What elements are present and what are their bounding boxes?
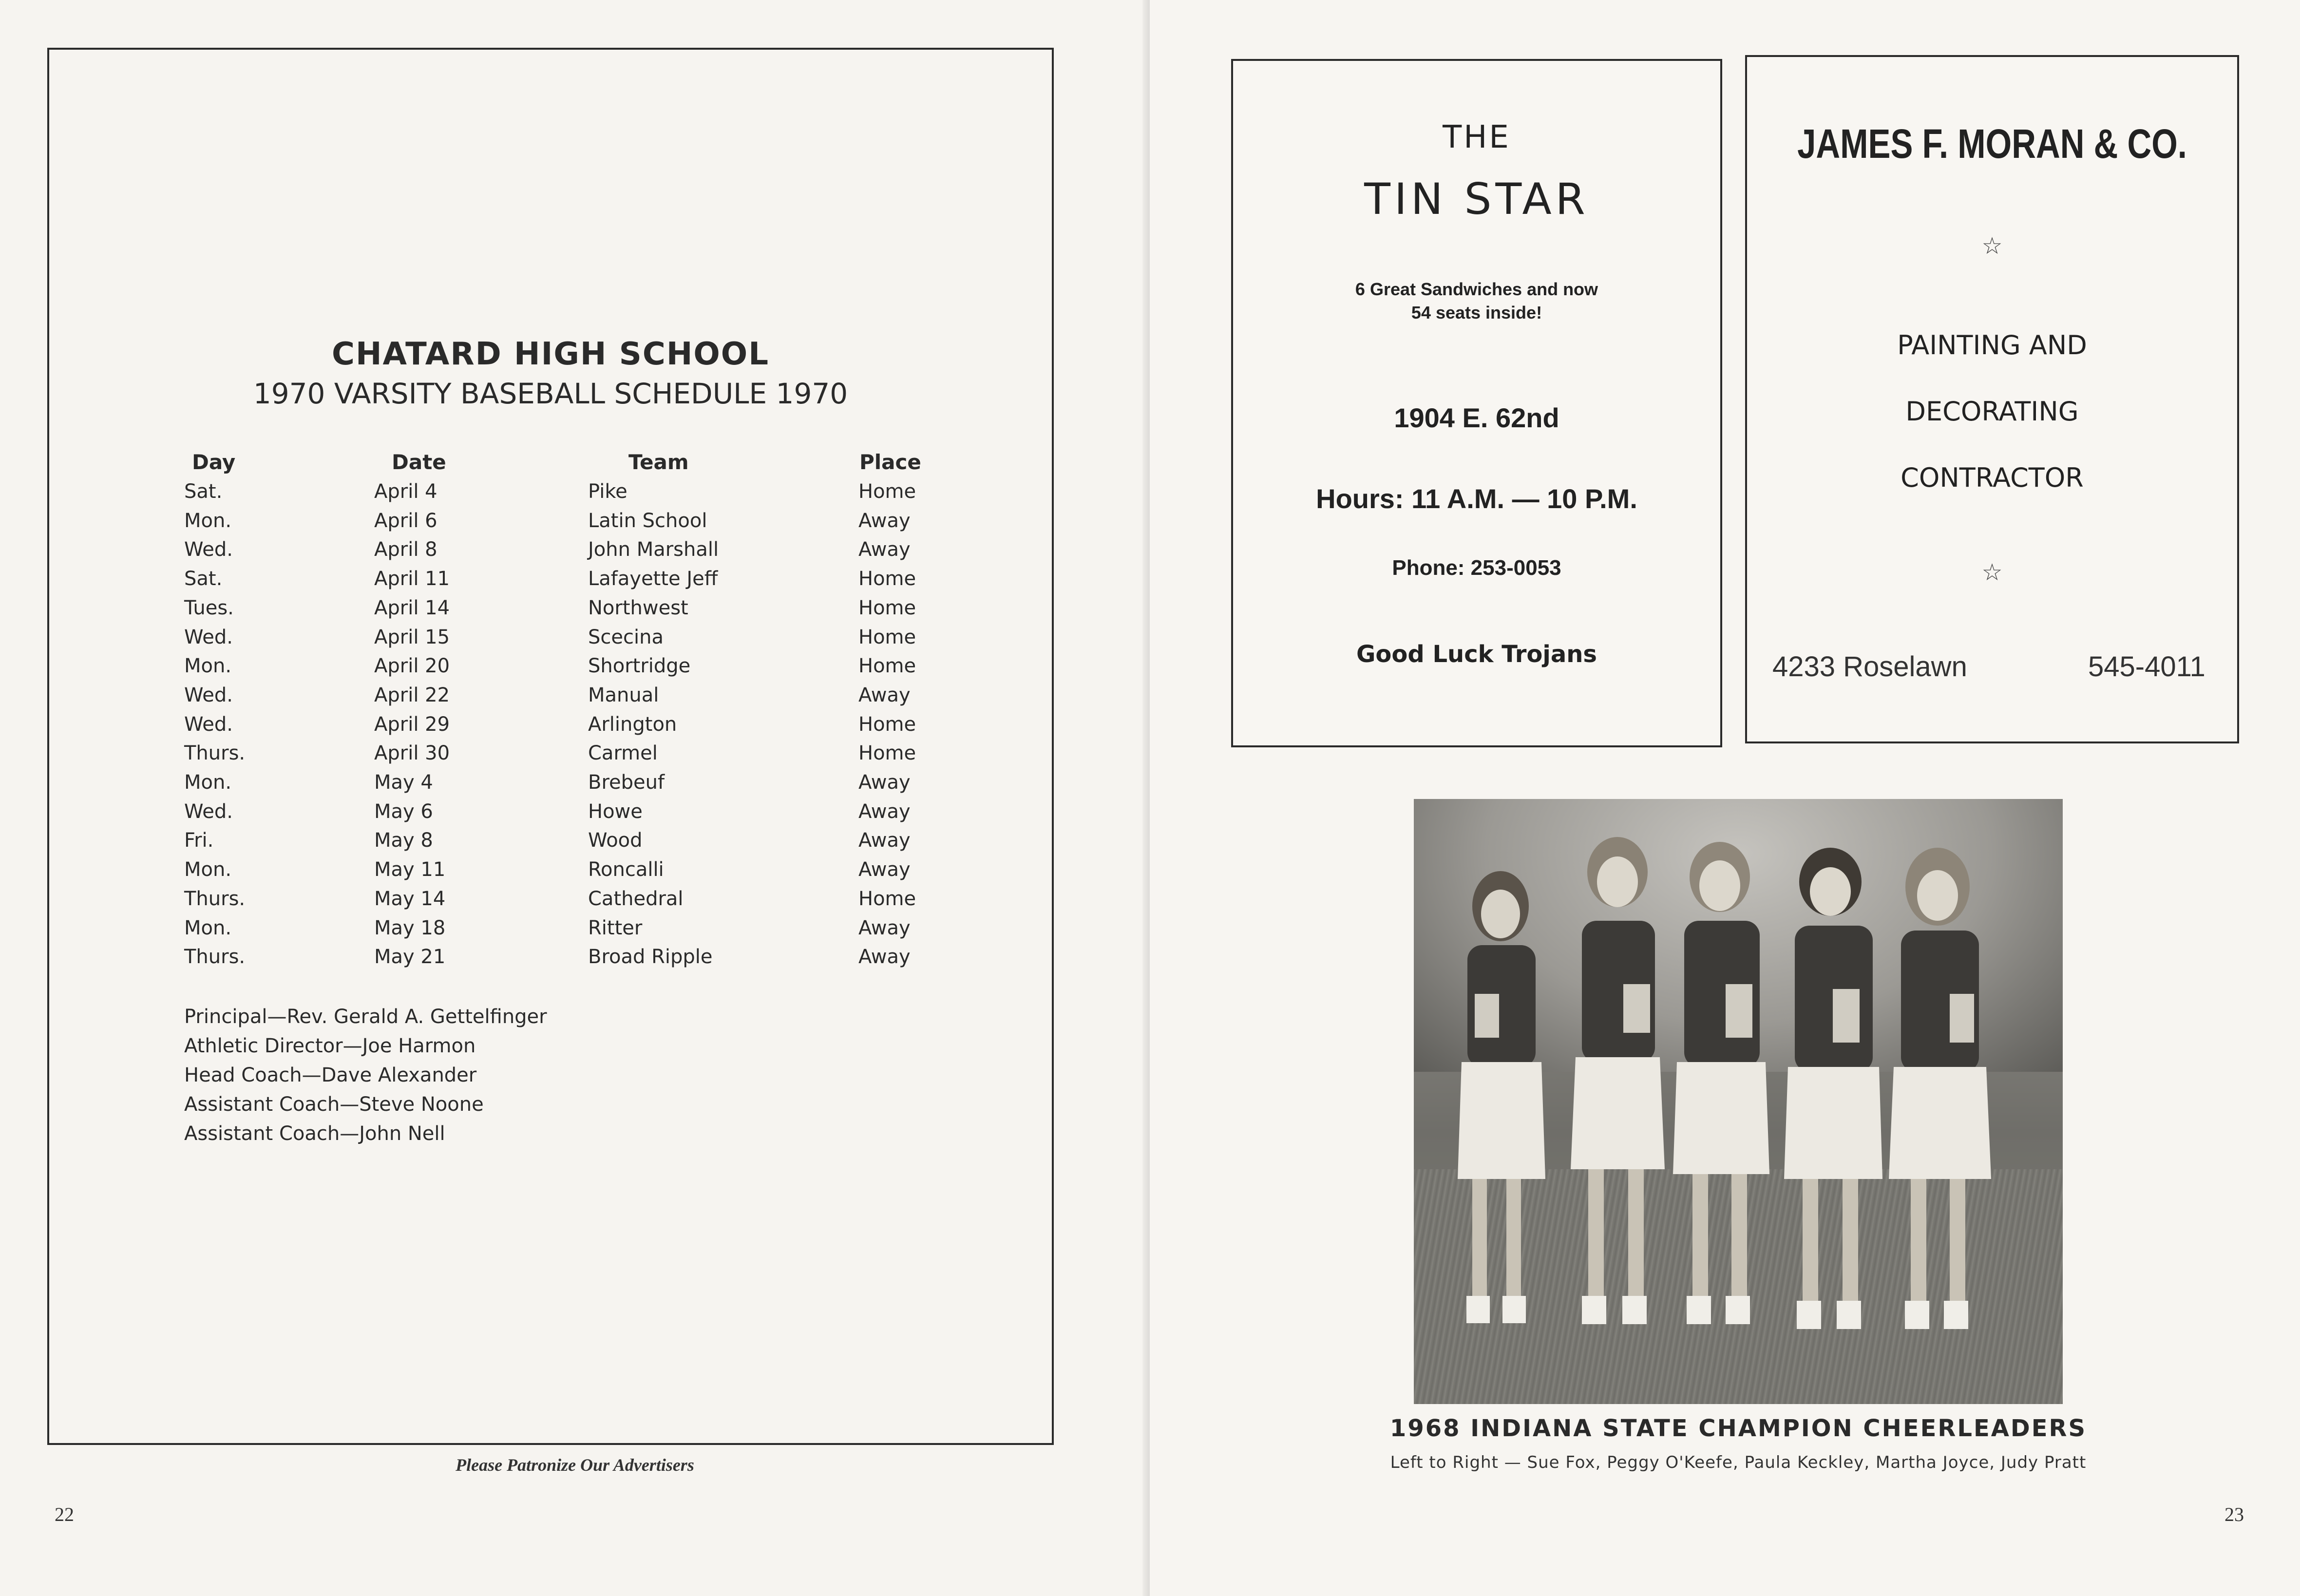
photo-caption: 1968 INDIANA STATE CHAMPION CHEERLEADERS <box>1389 1415 2087 1442</box>
game-team: Arlington <box>588 713 677 736</box>
game-day: Wed. <box>184 626 233 648</box>
game-team: Scecina <box>588 626 664 648</box>
game-team: Shortridge <box>588 655 691 678</box>
game-place: Away <box>858 771 911 794</box>
game-place: Home <box>858 596 916 619</box>
table-row <box>49 771 1052 800</box>
cheerleader-figures <box>1414 799 2063 1404</box>
game-place: Away <box>858 684 911 706</box>
game-day: Thurs. <box>184 742 246 765</box>
game-place: Home <box>858 568 916 590</box>
table-row <box>49 480 1052 510</box>
game-day: Mon. <box>184 771 232 794</box>
game-date: April 14 <box>374 596 450 619</box>
game-day: Sat. <box>184 568 223 590</box>
table-row <box>49 742 1052 771</box>
moran-address: 4233 Roselawn <box>1772 651 1967 683</box>
game-day: Mon. <box>184 655 232 678</box>
table-row <box>49 538 1052 568</box>
game-team: Latin School <box>588 509 707 532</box>
game-date: April 29 <box>374 713 450 736</box>
game-place: Home <box>858 713 916 736</box>
game-team: Carmel <box>588 742 658 765</box>
page-number-left: 22 <box>55 1503 74 1525</box>
game-team: Wood <box>588 829 643 852</box>
game-place: Away <box>858 538 911 561</box>
table-row <box>49 597 1052 626</box>
game-day: Mon. <box>184 858 232 881</box>
game-place: Home <box>858 887 916 910</box>
game-date: April 22 <box>374 684 450 706</box>
game-team: Broad Ripple <box>588 946 713 969</box>
cheerleader-figure <box>1458 871 1545 1323</box>
tin-star-slogan: Good Luck Trojans <box>1356 641 1597 668</box>
table-row <box>49 946 1052 975</box>
staff-line: Athletic Director—Joe Harmon <box>184 1035 476 1057</box>
star-icon: ☆ <box>1981 559 2003 586</box>
game-team: John Marshall <box>588 538 719 561</box>
header-team: Team <box>628 450 689 474</box>
game-day: Sat. <box>184 480 223 503</box>
game-team: Manual <box>588 684 659 706</box>
schedule-subtitle: 1970 VARSITY BASEBALL SCHEDULE 1970 <box>253 377 848 410</box>
cheerleader-figure <box>1571 837 1665 1324</box>
header-day: Day <box>192 450 236 474</box>
tin-star-ad <box>1231 59 1722 747</box>
game-date: May 6 <box>374 800 433 823</box>
game-day: Wed. <box>184 800 233 823</box>
cheerleader-figure <box>1784 848 1882 1329</box>
game-date: April 30 <box>374 742 450 765</box>
table-row <box>49 829 1052 858</box>
moran-ad <box>1745 55 2239 743</box>
table-row <box>49 713 1052 742</box>
game-day: Mon. <box>184 916 232 939</box>
game-team: Cathedral <box>588 887 684 910</box>
game-place: Away <box>858 916 911 939</box>
game-date: April 11 <box>374 568 450 590</box>
header-place: Place <box>859 450 921 474</box>
game-team: Pike <box>588 480 627 503</box>
patronize-note: Please Patronize Our Advertisers <box>456 1455 694 1475</box>
game-day: Thurs. <box>184 946 246 969</box>
tin-star-address: 1904 E. 62nd <box>1394 402 1559 433</box>
game-date: April 15 <box>374 626 450 648</box>
moran-line-1: PAINTING AND <box>1897 330 2087 361</box>
game-place: Home <box>858 655 916 678</box>
moran-name: JAMES F. MORAN & CO. <box>1797 121 2187 167</box>
table-row <box>49 510 1052 539</box>
header-date: Date <box>392 450 446 474</box>
game-team: Northwest <box>588 596 688 619</box>
moran-phone: 545-4011 <box>2088 651 2205 683</box>
game-place: Away <box>858 829 911 852</box>
table-row <box>49 888 1052 917</box>
cheerleaders-photo <box>1414 799 2063 1404</box>
game-place: Away <box>858 946 911 969</box>
game-team: Lafayette Jeff <box>588 568 718 590</box>
game-team: Howe <box>588 800 643 823</box>
tin-star-tagline-2: 54 seats inside! <box>1411 303 1542 323</box>
game-team: Brebeuf <box>588 771 665 794</box>
game-place: Away <box>858 509 911 532</box>
staff-line: Assistant Coach—John Nell <box>184 1122 445 1145</box>
game-day: Wed. <box>184 684 233 706</box>
game-date: May 4 <box>374 771 433 794</box>
schedule-title: CHATARD HIGH SCHOOL <box>332 336 769 372</box>
staff-line: Head Coach—Dave Alexander <box>184 1064 477 1086</box>
tin-star-the: THE <box>1443 119 1511 155</box>
game-day: Thurs. <box>184 887 246 910</box>
game-date: May 14 <box>374 887 446 910</box>
game-date: May 18 <box>374 916 446 939</box>
game-place: Home <box>858 742 916 765</box>
staff-line: Principal—Rev. Gerald A. Gettelfinger <box>184 1006 547 1028</box>
game-date: May 8 <box>374 829 433 852</box>
tin-star-name: TIN STAR <box>1364 174 1589 224</box>
game-day: Wed. <box>184 538 233 561</box>
table-row <box>49 858 1052 888</box>
star-icon: ☆ <box>1981 232 2003 260</box>
moran-line-2: DECORATING <box>1905 396 2079 427</box>
game-day: Mon. <box>184 509 232 532</box>
game-date: April 6 <box>374 509 437 532</box>
table-row <box>49 568 1052 597</box>
game-date: April 8 <box>374 538 437 561</box>
game-place: Away <box>858 800 911 823</box>
cheerleader-figure <box>1673 842 1769 1324</box>
game-team: Roncalli <box>588 858 664 881</box>
game-date: April 4 <box>374 480 437 503</box>
table-row <box>49 917 1052 946</box>
game-place: Away <box>858 858 911 881</box>
cheerleader-figure <box>1889 848 1991 1329</box>
game-day: Wed. <box>184 713 233 736</box>
game-place: Home <box>858 480 916 503</box>
staff-line: Assistant Coach—Steve Noone <box>184 1093 484 1116</box>
game-date: May 11 <box>374 858 446 881</box>
game-day: Tues. <box>184 596 234 619</box>
table-row <box>49 626 1052 655</box>
moran-line-3: CONTRACTOR <box>1901 462 2084 493</box>
game-date: April 20 <box>374 655 450 678</box>
schedule-box <box>47 48 1054 1445</box>
table-row <box>49 684 1052 713</box>
table-row <box>49 800 1052 830</box>
tin-star-tagline-1: 6 Great Sandwiches and now <box>1355 279 1598 299</box>
game-date: May 21 <box>374 946 446 969</box>
game-day: Fri. <box>184 829 214 852</box>
game-team: Ritter <box>588 916 643 939</box>
page-number-right: 23 <box>2224 1503 2244 1525</box>
photo-names: Left to Right — Sue Fox, Peggy O'Keefe, Paula Keckley, Martha Joyce, Judy Pratt <box>1390 1453 2087 1472</box>
game-place: Home <box>858 626 916 648</box>
tin-star-hours: Hours: 11 A.M. — 10 P.M. <box>1316 483 1637 514</box>
table-row <box>49 655 1052 684</box>
tin-star-phone: Phone: 253-0053 <box>1392 556 1561 580</box>
